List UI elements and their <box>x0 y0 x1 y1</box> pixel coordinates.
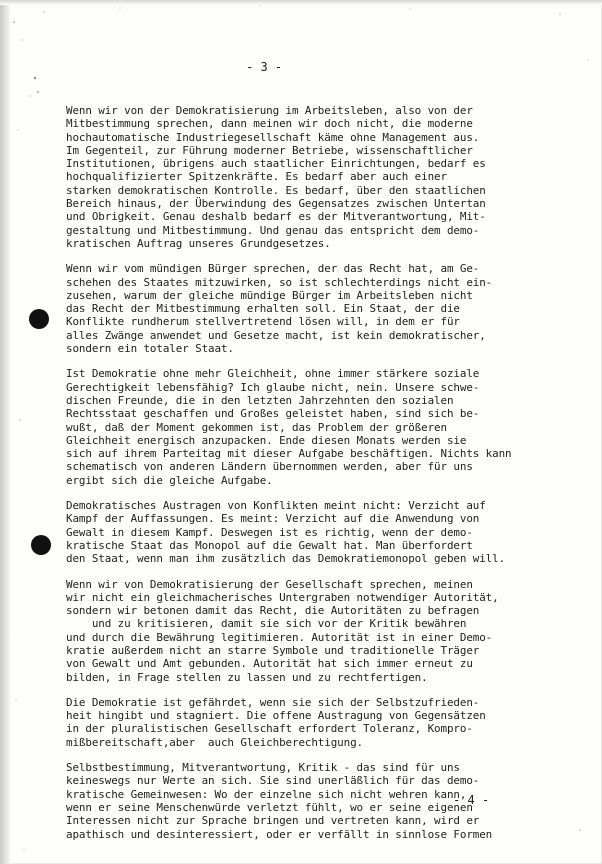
paragraph <box>66 696 528 749</box>
text-line: wir nicht ein gleichmacherisches Untergraben notwendiger Autorität, <box>66 590 499 604</box>
text-line: starken demokratischen Kontrolle. Es bedarf, über den staatlichen <box>66 183 486 197</box>
text-line: Gewalt in diesem Kampf. Deswegen ist es richtig, wenn der demo- <box>66 525 473 539</box>
punch-hole-top <box>29 309 49 329</box>
scan-edge-top <box>0 0 602 5</box>
text-line: kratie außerdem nicht an starre Symbole und traditionelle Träger <box>66 643 480 657</box>
text-line: heit hingibt und stagniert. Die offene Austragung von Gegensätzen <box>66 709 486 723</box>
text-line: hochautomatische Industriegesellschaft käme ohne Management aus. <box>66 130 480 144</box>
text-line: Kampf der Auffassungen. Es meint: Verzicht auf die Anwendung von <box>66 512 480 526</box>
text-line: Wenn wir vom mündigen Bürger sprechen, der das Recht hat, am Ge- <box>66 262 480 276</box>
text-line: sondern wir betonen damit das Recht, die Autoritäten zu befragen <box>66 604 480 618</box>
text-line: kratischen Auftrag unseres Grundgesetzes. <box>66 236 331 250</box>
text-line: Ist Demokratie ohne mehr Gleichheit, ohne immer stärkere soziale <box>66 367 480 381</box>
text-line: bilden, in Frage stellen zu lassen und zu rechtfertigen. <box>66 670 428 684</box>
text-line: sich auf ihrem Parteitag mit dieser Aufgabe beschäftigen. Nichts kann <box>66 447 512 461</box>
paragraph <box>66 104 528 250</box>
text-line: von Gewalt und Amt gebunden. Autorität hat sich immer erneut zu <box>66 657 473 671</box>
text-line: Interessen nicht zur Sprache bringen und vertreten kann, wird er <box>66 814 480 828</box>
text-line: Konflikte rundherum stellvertretend lösen will, in dem er für <box>66 315 460 329</box>
text-line: keineswegs nur Werte an sich. Sie sind unerläßlich für das demo- <box>66 774 480 788</box>
text-line: und Obrigkeit. Genau deshalb bedarf es der Mitverantwortung, Mit- <box>66 210 486 224</box>
text-line: sondern ein totaler Staat. <box>66 342 234 356</box>
text-line: Selbstbestimmung, Mitverantwortung, Kritik - das sind für uns <box>66 761 460 775</box>
text-line: Bereich hinaus, der Überwindung des Gegensatzes zwischen Untertan <box>66 197 486 211</box>
text-line: und durch die Bewährung legitimieren. Autorität ist in einer Demo- <box>66 630 493 644</box>
text-line: gestaltung und Mitbestimmung. Und genau das entspricht dem demo- <box>66 223 480 237</box>
page-number: - 3 - <box>246 60 283 74</box>
text-line: Gleichheit energisch anzupacken. Ende diesen Monats werden sie <box>66 433 467 447</box>
paragraph <box>66 499 528 565</box>
next-page-marker: - 4 - <box>453 793 490 807</box>
paragraph <box>66 367 528 487</box>
text-line: mißbereitschaft,aber auch Gleichberechtigung. <box>66 735 364 749</box>
paragraph <box>66 262 528 355</box>
scan-edge-left <box>0 0 10 864</box>
text-line: Die Demokratie ist gefährdet, wenn sie sich der Selbstzufrieden- <box>66 695 480 709</box>
text-line: den Staat, wenn man ihm zusätzlich das Demokratiemonopol geben will. <box>66 552 506 566</box>
text-line: Mitbestimmung sprechen, dann meinen wir doch nicht, die moderne <box>66 117 473 131</box>
text-line: Im Gegenteil, zur Führung moderner Betriebe, wissenschaftlicher <box>66 143 473 157</box>
text-line: und zu kritisieren, damit sie sich vor der Kritik bewähren <box>66 617 467 631</box>
paragraph <box>66 578 528 684</box>
text-line: schematisch von anderen Ländern übernommen werden, aber für uns <box>66 460 473 474</box>
text-line: das Recht der Mitbestimmung erhalten soll. Ein Staat, der die <box>66 302 460 316</box>
text-line: Gerechtigkeit lebensfähig? Ich glaube nicht, nein. Unsere schwe- <box>66 380 480 394</box>
text-line: kratische Staat das Monopol auf die Gewalt hat. Man überfordert <box>66 538 473 552</box>
text-line: alles Zwänge anwendet und Gesetze macht, ist kein demokratischer, <box>66 328 486 342</box>
text-line: Wenn wir von der Demokratisierung im Arbeitsleben, also von der <box>66 104 473 117</box>
text-line: Demokratisches Austragen von Konflikten meint nicht: Verzicht auf <box>66 499 486 513</box>
text-line: Institutionen, übrigens auch staatlicher Einrichtungen, bedarf es <box>66 157 486 171</box>
text-line: hochqualifizierter Spitzenkräfte. Es bedarf aber auch einer <box>66 170 447 184</box>
text-line: kratische Gemeinwesen: Wo der einzelne sich nicht wehren kann, <box>66 787 467 801</box>
text-line: Wenn wir von Demokratisierung der Gesellschaft sprechen, meinen <box>66 577 473 591</box>
text-line: schehen des Staates mitzuwirken, so ist schlechterdings nicht ein- <box>66 275 493 289</box>
text-line: ergibt sich die gleiche Aufgabe. <box>66 473 273 487</box>
body-text <box>66 104 528 853</box>
text-line: in der pluralistischen Gesellschaft erfordert Toleranz, Kompro- <box>66 722 473 736</box>
text-line: dischen Freunde, die in den letzten Jahrzehnten den sozialen <box>66 393 454 407</box>
text-line: wenn er seine Menschenwürde verletzt fühlt, wo er seine eigenen <box>66 800 473 814</box>
text-line: wußt, daß der Moment gekommen ist, das Problem der größeren <box>66 420 447 434</box>
text-line: zusehen, warum der gleiche mündige Bürger im Arbeitsleben nicht <box>66 288 473 302</box>
punch-hole-bottom <box>31 535 51 555</box>
text-line: Rechtsstaat geschaffen und Großes geleistet haben, sind sich be- <box>66 407 480 421</box>
text-line: apathisch und desinteressiert, oder er verfällt in sinnlose Formen <box>66 827 493 841</box>
